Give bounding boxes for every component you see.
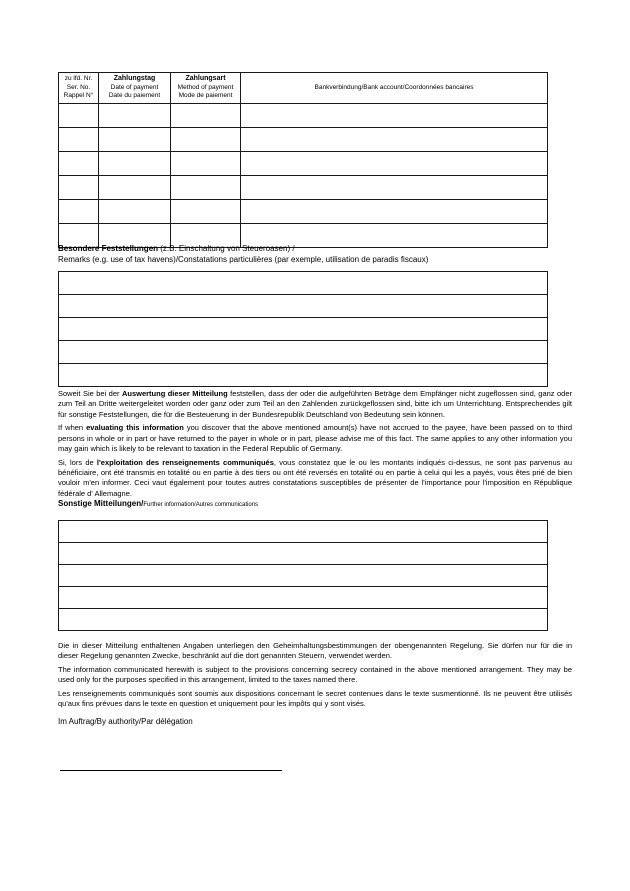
- empty-cell: [99, 176, 171, 200]
- text-segment: feststellen, dass der oder die aufgeführten Beträge dem Empfänger nicht zugeflossen sind, ganz oder zum Teil an Dritte weitergeleitet worden oder ganz oder zum Teil an den Zahlenden zurückgeflossen sind, bitte ich um Unterrichtung. Entsprechendes gilt für sonstige Feststellungen, die für die Besteuerung in der Bundesrepublik Deutschland von Bedeutung sein können.: [58, 389, 572, 419]
- empty-cell: [59, 272, 548, 295]
- further-information-box-body: [59, 521, 548, 631]
- text-segment-bold: Auswertung dieser Mitteilung: [121, 389, 228, 398]
- col-header-line-fr: Date du paiement: [108, 92, 161, 100]
- text-segment: Soweit Sie bei der: [58, 389, 122, 398]
- authority-label: Im Auftrag/By authority/Par délégation: [58, 717, 193, 726]
- empty-cell: [59, 318, 548, 341]
- empty-cell: [241, 200, 548, 224]
- col-header-line-de: zu lfd. Nr.: [64, 75, 93, 83]
- empty-row: [59, 104, 548, 128]
- empty-cell: [59, 176, 99, 200]
- secrecy-note-de: Die in dieser Mitteilung enthaltenen Angaben unterliegen den Geheimhaltungsbestimmungen der obengenannten Regelung. Sie dürfen nur für die in dieser Regelung genannten Zwecke, beschränkt auf die dort genannten Steuern, verwendet werden.: [58, 641, 572, 661]
- empty-cell: [59, 128, 99, 152]
- empty-row: [59, 318, 548, 341]
- col-header-line-de: Zahlungstag: [113, 75, 156, 83]
- signature-line: [60, 770, 282, 771]
- remarks-heading-rest: (z.B. Einschaltung von Steueroasen) /: [158, 244, 295, 253]
- remarks-box-body: [59, 272, 548, 387]
- empty-cell: [171, 128, 241, 152]
- empty-row: [59, 587, 548, 609]
- empty-cell: [59, 543, 548, 565]
- col-header-line-en: Date of payment: [110, 83, 159, 91]
- text-segment: , vous constatez que le ou les montants indiqués ci-dessus, ne sont pas parvenus au bénéficiaire, ont été transmis en totalité ou en partie à des tiers ou ont été reversés en totalité ou en partie à celui qui les a payés, vous êtes prié de bien vouloir m'en informer. Ceci vaut également pour toutes autres constatations susceptibles de présenter de l'importance pour l'imposition en République fédérale d' Allemagne.: [58, 457, 572, 498]
- empty-cell: [171, 104, 241, 128]
- remarks-heading: [58, 243, 572, 265]
- col-header-line: Bankverbindung/Bank account/Coordonnées bancaires: [314, 83, 474, 91]
- col-header-line-fr: Rappel N°: [63, 92, 94, 100]
- col-header-line-en: Method of payment: [177, 83, 234, 91]
- empty-row: [59, 295, 548, 318]
- col-header-line-fr: Mode de paiement: [178, 92, 233, 100]
- empty-row: [59, 152, 548, 176]
- evaluation-note-de: [58, 389, 572, 420]
- empty-row: [59, 272, 548, 295]
- payments-table-body: [59, 104, 548, 248]
- empty-cell: [99, 104, 171, 128]
- empty-row: [59, 176, 548, 200]
- empty-cell: [99, 200, 171, 224]
- empty-row: [59, 341, 548, 364]
- text-segment: If when: [58, 423, 87, 433]
- evaluation-note-en: [58, 423, 572, 454]
- empty-row: [59, 521, 548, 543]
- empty-cell: [99, 152, 171, 176]
- text-segment: you discover that the above mentioned amount(s) have not accrued to the payee, have been passed on to third persons in whole or in part or have returned to the payer in whole or in part, please advise me of this fact. The same applies to any other information you may gain which is likely to be relevant to taxation in the Federal Republic of Germany.: [58, 423, 572, 453]
- empty-cell: [59, 609, 548, 631]
- remarks-box: [58, 271, 548, 387]
- further-heading-rest: Further information/Autres communications: [143, 502, 259, 508]
- empty-cell: [59, 565, 548, 587]
- secrecy-note-fr: Les renseignements communiqués sont soumis aux dispositions concernant le secret contenues dans le texte susmentionné. Ils ne peuvent être utilisés qu'aux fins prévues dans le texte en question et uniquement pour les impôts qui y sont visés.: [58, 689, 572, 709]
- empty-cell: [59, 364, 548, 387]
- empty-cell: [59, 104, 99, 128]
- col-header-payment-method: [171, 73, 241, 104]
- empty-cell: [59, 341, 548, 364]
- further-information-heading: [58, 499, 572, 510]
- col-header-serial-number: [59, 73, 99, 104]
- text-segment-bold: evaluating this information: [86, 423, 184, 433]
- empty-cell: [241, 176, 548, 200]
- remarks-heading-line1: [58, 243, 572, 254]
- col-header-line-de: Zahlungsart: [185, 75, 226, 83]
- empty-row: [59, 543, 548, 565]
- secrecy-note: [58, 641, 572, 710]
- empty-cell: [171, 152, 241, 176]
- empty-row: [59, 200, 548, 224]
- evaluation-note-fr: [58, 458, 572, 499]
- empty-cell: [59, 152, 99, 176]
- empty-row: [59, 128, 548, 152]
- empty-cell: [59, 521, 548, 543]
- empty-cell: [59, 295, 548, 318]
- payments-table: [58, 72, 548, 248]
- empty-cell: [171, 200, 241, 224]
- empty-cell: [241, 128, 548, 152]
- further-heading-bold: Sonstige Mitteilungen/: [58, 499, 144, 508]
- col-header-payment-date: [99, 73, 171, 104]
- empty-cell: [171, 176, 241, 200]
- further-information-box: [58, 520, 548, 631]
- empty-cell: [241, 152, 548, 176]
- col-header-line-en: Ser. No.: [66, 83, 91, 91]
- empty-row: [59, 565, 548, 587]
- empty-cell: [241, 104, 548, 128]
- secrecy-note-en: The information communicated herewith is subject to the provisions concerning secrecy contained in the above mentioned arrangement. They may be used only for the purposes specified in this arrangement, limited to the taxes named there.: [58, 665, 572, 685]
- empty-cell: [59, 200, 99, 224]
- empty-row: [59, 364, 548, 387]
- empty-cell: [99, 128, 171, 152]
- empty-row: [59, 609, 548, 631]
- payments-table-header-row: [59, 73, 548, 104]
- text-segment: Si, lors de: [58, 457, 97, 467]
- remarks-heading-line2: Remarks (e.g. use of tax havens)/Constatations particulières (par exemple, utilisation de paradis fiscaux): [58, 255, 429, 264]
- empty-cell: [59, 587, 548, 609]
- evaluation-note: [58, 389, 572, 499]
- text-segment-bold: l'exploitation des renseignements communiqués: [96, 457, 274, 467]
- col-header-bank-account: [241, 73, 548, 104]
- remarks-heading-bold: Besondere Feststellungen: [58, 244, 159, 253]
